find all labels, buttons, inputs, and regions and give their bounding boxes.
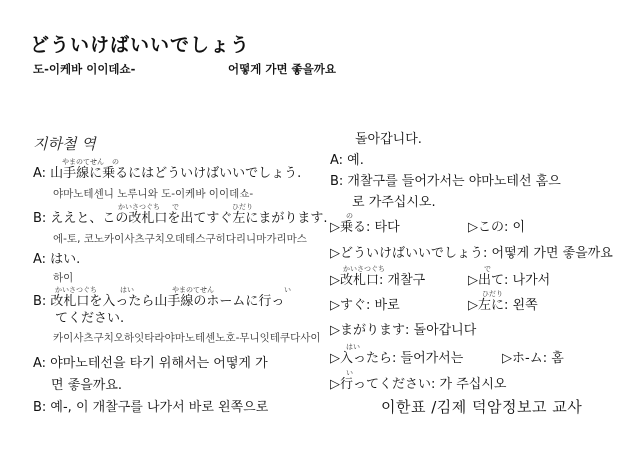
reading-line: 하이: [53, 272, 74, 284]
ruby: ひだり: [232, 203, 253, 211]
ruby: かいさつぐち: [55, 286, 97, 294]
vocab-item: ▷ホ-ム: 홈: [502, 351, 564, 366]
title-meaning: 어떻게 가면 좋을까요: [228, 62, 336, 76]
dialogue-line: A: 山手線に乗るにはどういけばいいでしょう.: [33, 166, 302, 181]
dialogue-line: B: ええと、この改札口を出てすぐ左にまがります.: [33, 211, 328, 226]
ruby: で: [172, 203, 179, 211]
ruby: い: [284, 286, 291, 294]
dialogue-line: A: 야마노테선을 타기 위해서는 어떻게 가: [33, 356, 268, 371]
dialogue-line: B: 개찰구를 들어가서는 야마노테선 홈으: [330, 174, 561, 189]
reading-line: 카이사츠구치오하잇타라야마노테센노호-무니잇테쿠다사이: [53, 332, 321, 344]
ruby: やまのてせん: [172, 286, 214, 294]
vocab-item: ▷どういけばいいでしょう: 어떻게 가면 좋을까요: [330, 246, 613, 261]
ruby: はい: [346, 343, 360, 351]
page-title: どういけばいいでしょう: [30, 34, 251, 56]
ruby: い: [346, 369, 353, 377]
ruby: やまのてせん: [62, 158, 104, 166]
ruby: かいさつぐち: [118, 203, 160, 211]
vocab-item: ▷行ってください: 가 주십시오: [330, 377, 507, 392]
vocab-item: ▷この: 이: [468, 220, 526, 235]
dialogue-line: B: 예-, 이 개찰구를 나가서 바로 왼쪽으로: [33, 400, 269, 415]
reading-line: 에-토, 코노카이사츠구치오데테스구히다리니마가리마스: [53, 233, 307, 245]
dialogue-line: 돌아갑니다.: [355, 132, 422, 147]
author-credit: 이한표 /김제 덕암정보고 교사: [381, 398, 583, 416]
ruby: の: [112, 158, 119, 166]
vocab-item: ▷乗る: 타다: [330, 220, 400, 235]
vocab-item: ▷改札口: 개찰구: [330, 273, 426, 288]
ruby: はい: [120, 286, 134, 294]
dialogue-line: てください.: [55, 311, 125, 326]
reading-line: 야마노테센니 노루니와 도-이케바 이이데쇼-: [53, 188, 254, 200]
ruby: かいさつぐち: [343, 265, 385, 273]
dialogue-line: 로 가주십시오.: [352, 195, 436, 210]
vocab-item: ▷まがります: 돌아갑니다: [330, 323, 477, 338]
ruby: で: [484, 265, 491, 273]
ruby: ひだり: [482, 290, 503, 298]
dialogue-line: B: 改札口を入ったら山手線のホームに行っ: [33, 294, 285, 309]
dialogue-line: A: はい.: [33, 252, 81, 267]
title-reading: 도-이케바 이이데쇼-: [33, 62, 136, 76]
vocab-item: ▷入ったら: 들어가서는: [330, 351, 464, 366]
vocab-item: ▷出て: 나가서: [468, 273, 551, 288]
ruby: の: [346, 212, 353, 220]
vocab-item: ▷左に: 왼쪽: [468, 298, 538, 313]
dialogue-line: 면 좋을까요.: [51, 378, 123, 393]
section-title: 지하철 역: [33, 135, 96, 153]
dialogue-line: A: 예.: [330, 153, 364, 168]
vocab-item: ▷すぐ: 바로: [330, 298, 400, 313]
